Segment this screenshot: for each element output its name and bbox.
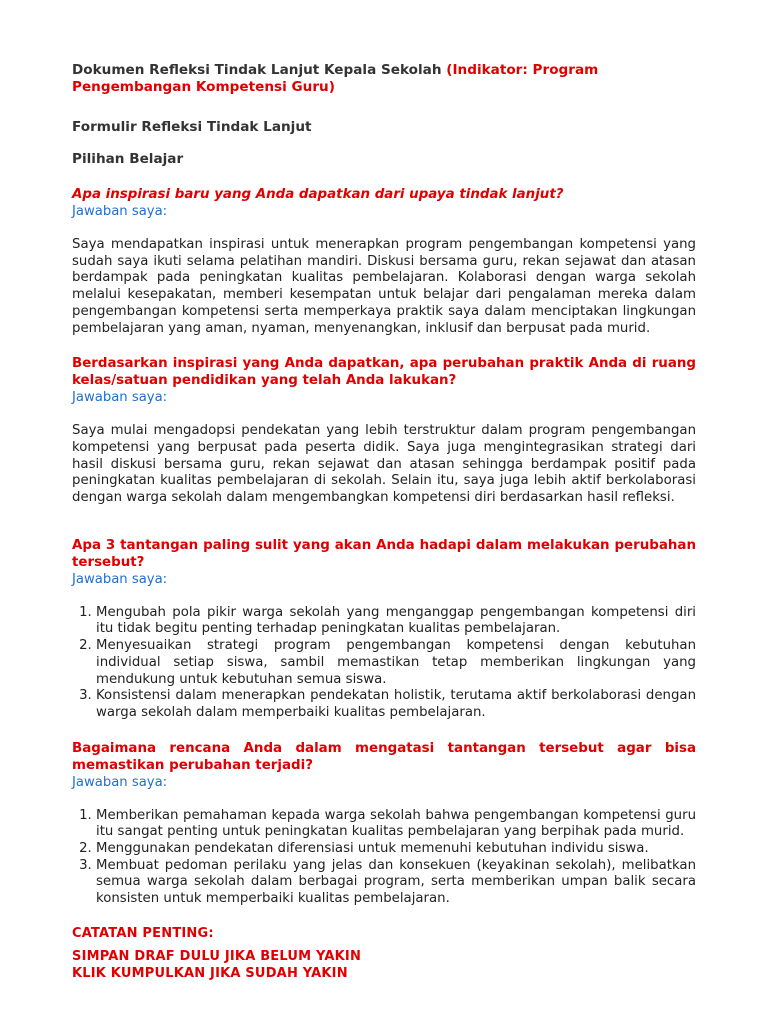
question-2: Berdasarkan inspirasi yang Anda dapatkan, apa perubahan praktik Anda di ruang kelas/satuan pendidikan yang telah Anda lakukan?	[72, 356, 696, 389]
list-item: 2. Menggunakan pendekatan diferensiasi untuk memenuhi kebutuhan individu siswa.	[96, 841, 696, 858]
answer-label-1: Jawaban saya:	[72, 204, 168, 219]
document-title	[72, 62, 696, 96]
section-title: Pilihan Belajar	[72, 151, 184, 167]
plan-list	[72, 808, 696, 908]
list-item: 3. Konsistensi dalam menerapkan pendekatan holistik, terutama aktif berkolaborasi dengan warga sekolah dalam memperbaiki kualitas pembelajaran.	[96, 688, 696, 721]
note-submit: KLIK KUMPULKAN JIKA SUDAH YAKIN	[72, 965, 348, 981]
challenge-list	[72, 605, 696, 722]
question-1: Apa inspirasi baru yang Anda dapatkan dari upaya tindak lanjut?	[72, 187, 564, 202]
note-save-draft: SIMPAN DRAF DULU JIKA BELUM YAKIN	[72, 949, 362, 965]
note-heading: CATATAN PENTING:	[72, 925, 214, 941]
list-item: 2. Menyesuaikan strategi program pengembangan kompetensi dengan kebutuhan individual setiap siswa, sambil memastikan tetap memberikan lingkungan yang mendukung untuk kebutuhan semua siswa.	[96, 638, 696, 688]
list-item: 1. Mengubah pola pikir warga sekolah yang menganggap pengembangan kompetensi diri itu tidak begitu penting terhadap peningkatan kualitas pembelajaran.	[96, 605, 696, 638]
document-title-indicator: (Indikator: Program Pengembangan Kompetensi Guru)	[72, 62, 599, 95]
form-title: Formulir Refleksi Tindak Lanjut	[72, 119, 312, 135]
question-3: Apa 3 tantangan paling sulit yang akan Anda hadapi dalam melakukan perubahan tersebut?	[72, 537, 696, 570]
answer-1: Saya mendapatkan inspirasi untuk menerapkan program pengembangan kompetensi yang sudah saya ikuti selama pelatihan mandiri. Diskusi bersama guru, rekan sejawat dan atasan berdampak pada peningkatan kualitas pembelajaran. Kolaborasi dengan warga sekolah melalui kesepakatan, memberi kesempatan untuk belajar dari pengalaman mereka dalam pengembangan kompetensi serta memperkaya praktik saya dalam menciptakan lingkungan pembelajaran yang aman, nyaman, menyenangkan, inklusif dan berpusat pada murid.	[72, 237, 696, 336]
answer-label-2: Jawaban saya:	[72, 390, 168, 406]
list-item: 1. Memberikan pemahaman kepada warga sekolah bahwa pengembangan kompetensi guru itu sangat penting untuk peningkatan kualitas pembelajaran yang berpihak pada murid.	[96, 808, 696, 841]
answer-label-3: Jawaban saya:	[72, 571, 168, 587]
question-4: Bagaimana rencana Anda dalam mengatasi tantangan tersebut agar bisa memastikan perubahan terjadi?	[72, 740, 696, 773]
answer-label-4: Jawaban saya:	[72, 774, 168, 790]
document-title-main: Dokumen Refleksi Tindak Lanjut Kepala Sekolah	[72, 62, 447, 78]
list-item: 3. Membuat pedoman perilaku yang jelas dan konsekuen (keyakinan sekolah), melibatkan semua warga sekolah dalam berbagai program, serta memberikan umpan balik secara konsisten untuk memperbaiki kualitas pembelajaran.	[96, 858, 696, 908]
answer-2: Saya mulai mengadopsi pendekatan yang lebih terstruktur dalam program pengembangan kompetensi yang berpusat pada peserta didik. Saya juga mengintegrasikan strategi dari hasil diskusi bersama guru, rekan sejawat dan atasan sehingga berdampak positif pada peningkatan kualitas pembelajaran di sekolah. Selain itu, saya juga lebih aktif berkolaborasi dengan warga sekolah dalam mengembangkan kompetensi diri berdasarkan hasil refleksi.	[72, 423, 696, 506]
